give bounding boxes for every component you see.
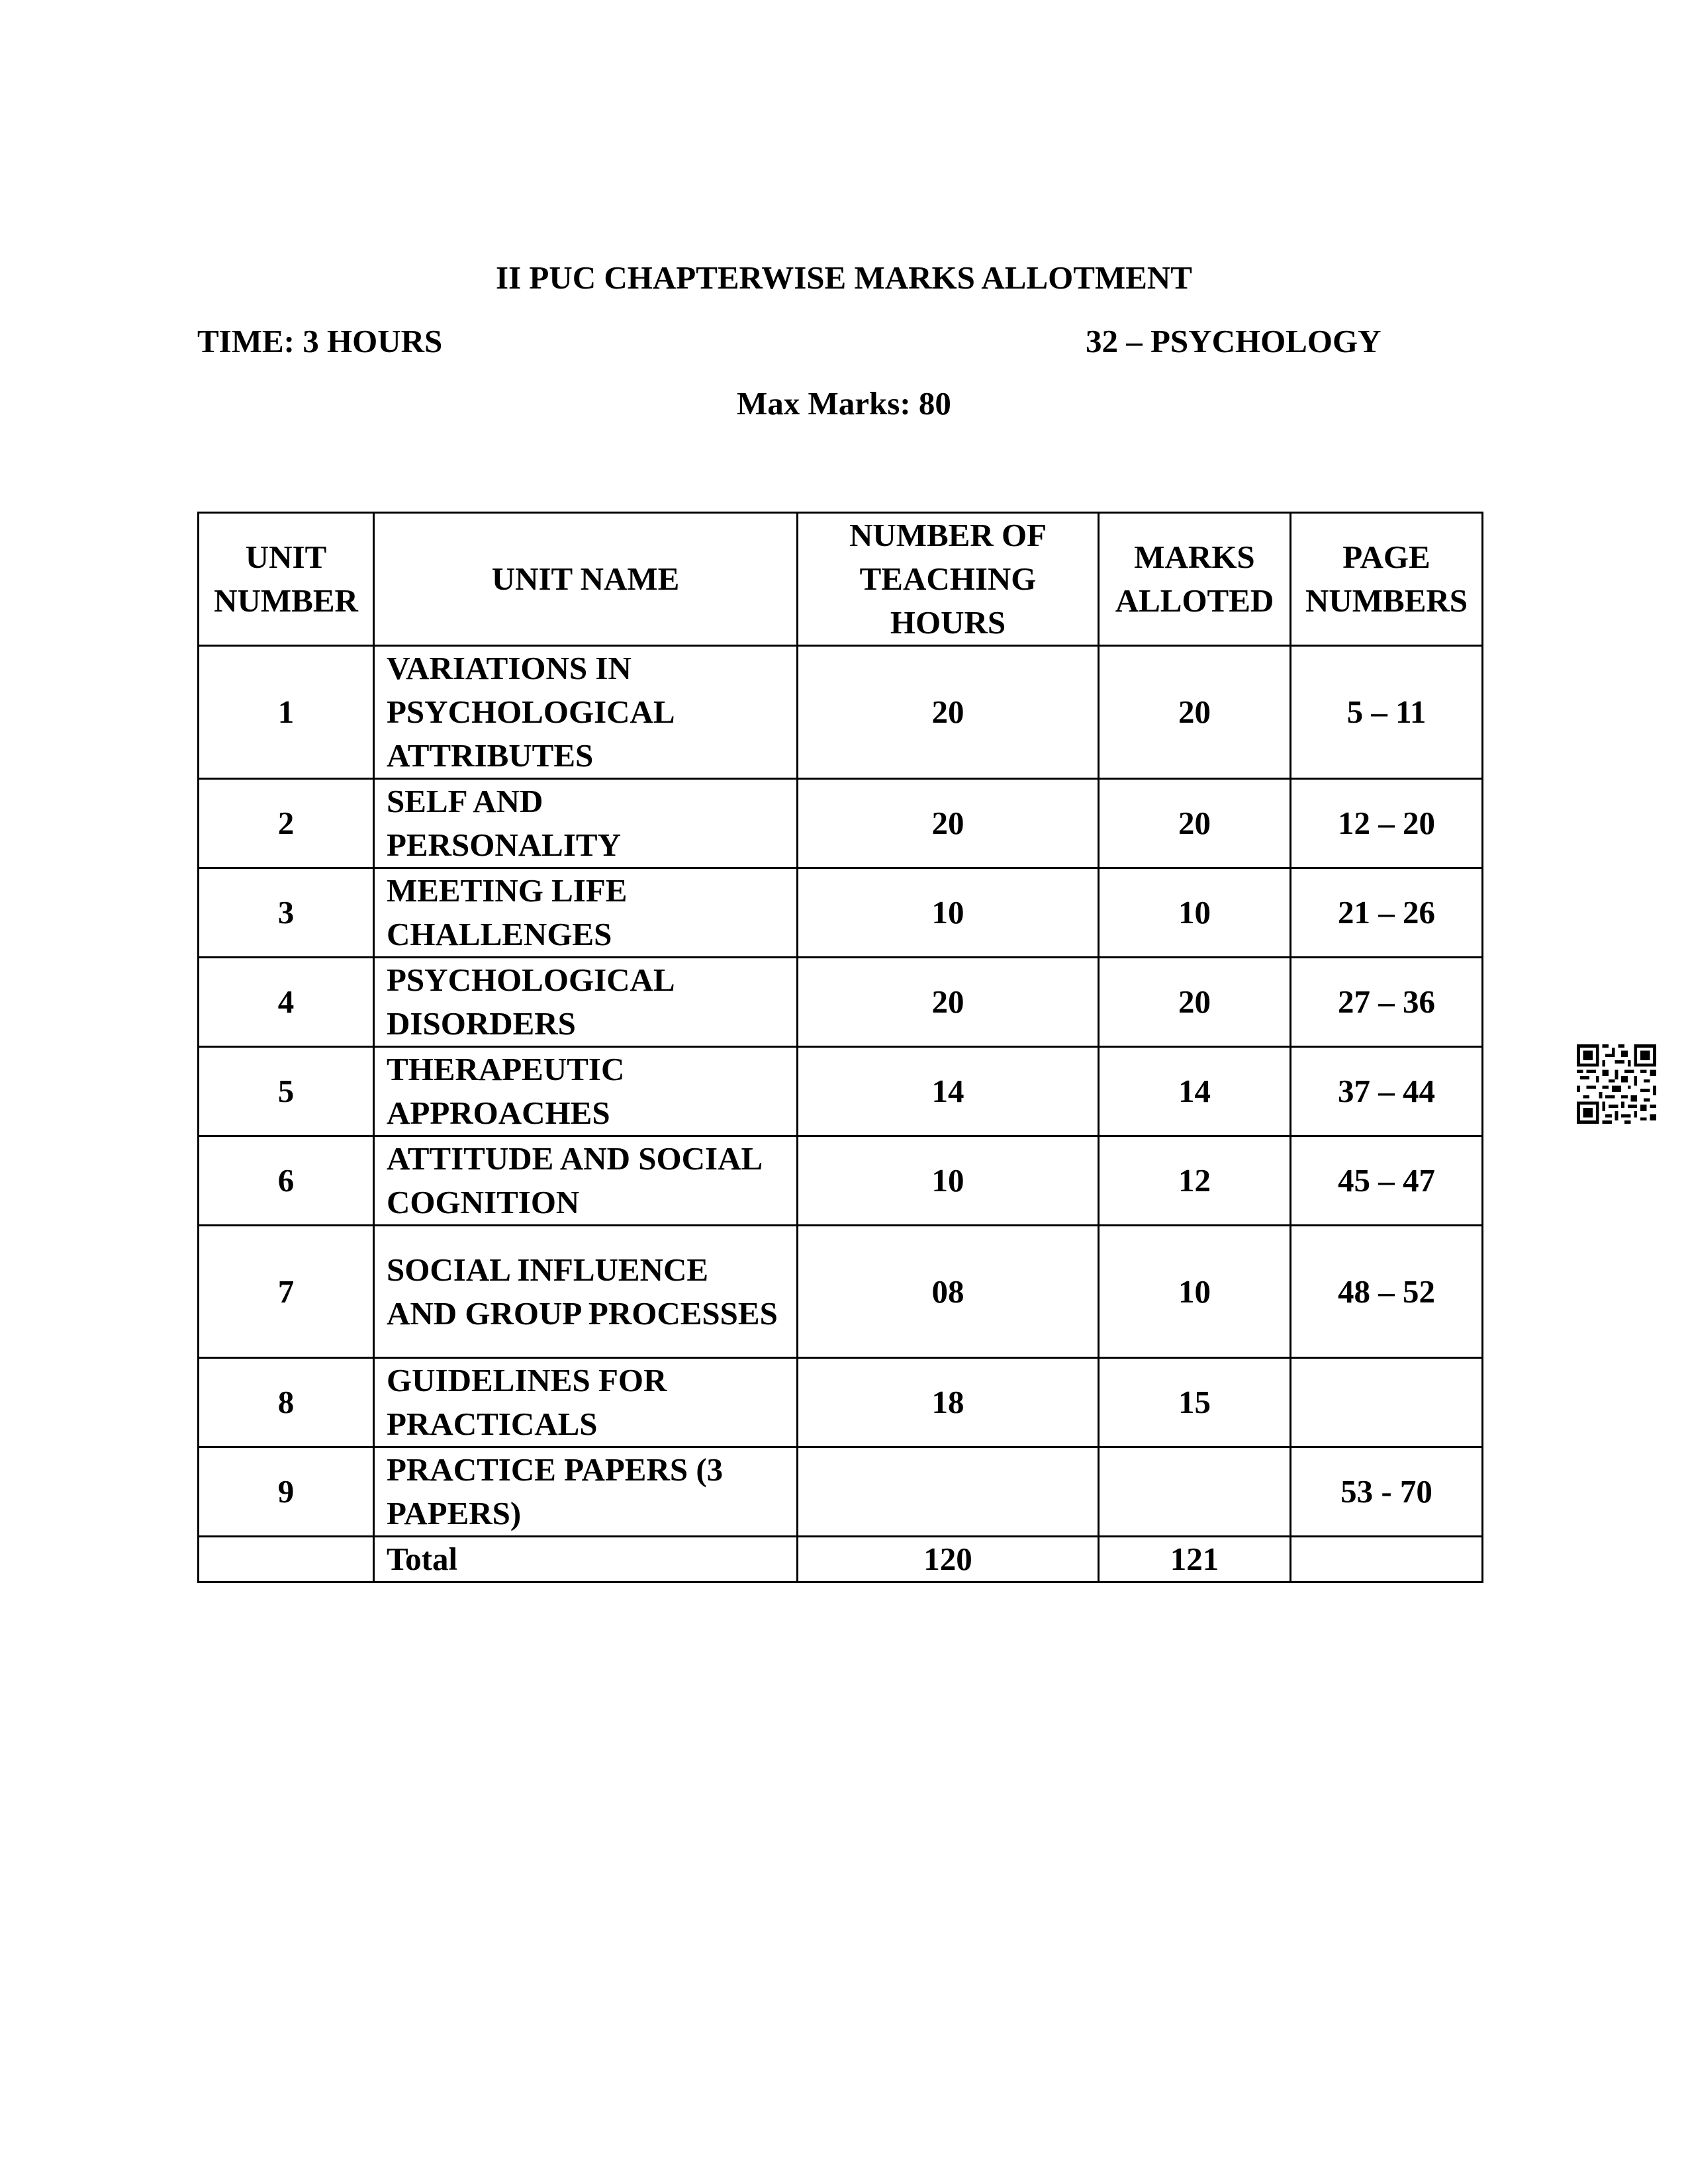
unit-number-cell: 5: [199, 1047, 374, 1136]
table-row: [199, 646, 1483, 779]
subject-code: 32 – PSYCHOLOGY: [1086, 323, 1382, 359]
page-numbers-cell: 45 – 47: [1291, 1136, 1483, 1226]
unit-number-cell: 8: [199, 1358, 374, 1447]
unit-number-cell: 1: [199, 646, 374, 779]
table-header-row: [199, 513, 1483, 646]
page-numbers-cell: 53 - 70: [1291, 1447, 1483, 1537]
header-marks-alloted: MARKS ALLOTED: [1099, 513, 1291, 646]
page-numbers-cell: 21 – 26: [1291, 868, 1483, 958]
teaching-hours-cell: 20: [798, 646, 1099, 779]
qr-code-icon: [1577, 1044, 1656, 1124]
total-marks-cell: 121: [1099, 1537, 1291, 1582]
header-unit-name: UNIT NAME: [374, 513, 798, 646]
unit-name-cell: PSYCHOLOGICAL DISORDERS: [374, 958, 798, 1047]
table-row: [199, 958, 1483, 1047]
teaching-hours-cell: 10: [798, 1136, 1099, 1226]
unit-number-cell: 9: [199, 1447, 374, 1537]
table-row: [199, 868, 1483, 958]
marks-cell: 20: [1099, 958, 1291, 1047]
marks-cell: 15: [1099, 1358, 1291, 1447]
marks-cell: 14: [1099, 1047, 1291, 1136]
unit-number-cell: 6: [199, 1136, 374, 1226]
unit-name-cell: SELF AND PERSONALITY: [374, 779, 798, 868]
unit-name-cell: PRACTICE PAPERS (3 PAPERS): [374, 1447, 798, 1537]
unit-name-cell: SOCIAL INFLUENCE AND GROUP PROCESSES: [374, 1226, 798, 1358]
unit-name-cell: VARIATIONS IN PSYCHOLOGICAL ATTRIBUTES: [374, 646, 798, 779]
total-teaching-hours-cell: 120: [798, 1537, 1099, 1582]
table-row: [199, 1047, 1483, 1136]
table-row: [199, 1447, 1483, 1537]
teaching-hours-cell: 08: [798, 1226, 1099, 1358]
page-numbers-cell: 5 – 11: [1291, 646, 1483, 779]
unit-number-cell: 4: [199, 958, 374, 1047]
total-row: [199, 1537, 1483, 1582]
teaching-hours-cell: 20: [798, 779, 1099, 868]
table-row: [199, 779, 1483, 868]
unit-number-cell: 3: [199, 868, 374, 958]
unit-name-cell: THERAPEUTIC APPROACHES: [374, 1047, 798, 1136]
teaching-hours-cell: 10: [798, 868, 1099, 958]
page-numbers-cell: [1291, 1358, 1483, 1447]
marks-cell: [1099, 1447, 1291, 1537]
table-row: [199, 1136, 1483, 1226]
marks-allotment-table: [197, 512, 1483, 1583]
teaching-hours-cell: 20: [798, 958, 1099, 1047]
page-numbers-cell: 48 – 52: [1291, 1226, 1483, 1358]
table-row: [199, 1358, 1483, 1447]
total-unit-number-cell: [199, 1537, 374, 1582]
page-numbers-cell: 12 – 20: [1291, 779, 1483, 868]
max-marks: Max Marks: 80: [737, 385, 951, 422]
teaching-hours-cell: 14: [798, 1047, 1099, 1136]
unit-name-cell: MEETING LIFE CHALLENGES: [374, 868, 798, 958]
page-numbers-cell: 37 – 44: [1291, 1047, 1483, 1136]
unit-number-cell: 7: [199, 1226, 374, 1358]
marks-cell: 20: [1099, 646, 1291, 779]
unit-name-cell: ATTITUDE AND SOCIAL COGNITION: [374, 1136, 798, 1226]
marks-cell: 12: [1099, 1136, 1291, 1226]
exam-time: TIME: 3 HOURS: [197, 323, 443, 359]
header-teaching-hours: NUMBER OF TEACHING HOURS: [798, 513, 1099, 646]
unit-name-cell: GUIDELINES FOR PRACTICALS: [374, 1358, 798, 1447]
teaching-hours-cell: 18: [798, 1358, 1099, 1447]
header-page-numbers: PAGE NUMBERS: [1291, 513, 1483, 646]
marks-cell: 10: [1099, 1226, 1291, 1358]
unit-number-cell: 2: [199, 779, 374, 868]
marks-cell: 10: [1099, 868, 1291, 958]
table-row: [199, 1226, 1483, 1358]
page-numbers-cell: 27 – 36: [1291, 958, 1483, 1047]
page-title: II PUC CHAPTERWISE MARKS ALLOTMENT: [496, 259, 1192, 296]
total-page-numbers-cell: [1291, 1537, 1483, 1582]
marks-cell: 20: [1099, 779, 1291, 868]
teaching-hours-cell: [798, 1447, 1099, 1537]
header-unit-number: UNIT NUMBER: [199, 513, 374, 646]
total-label-cell: Total: [374, 1537, 798, 1582]
